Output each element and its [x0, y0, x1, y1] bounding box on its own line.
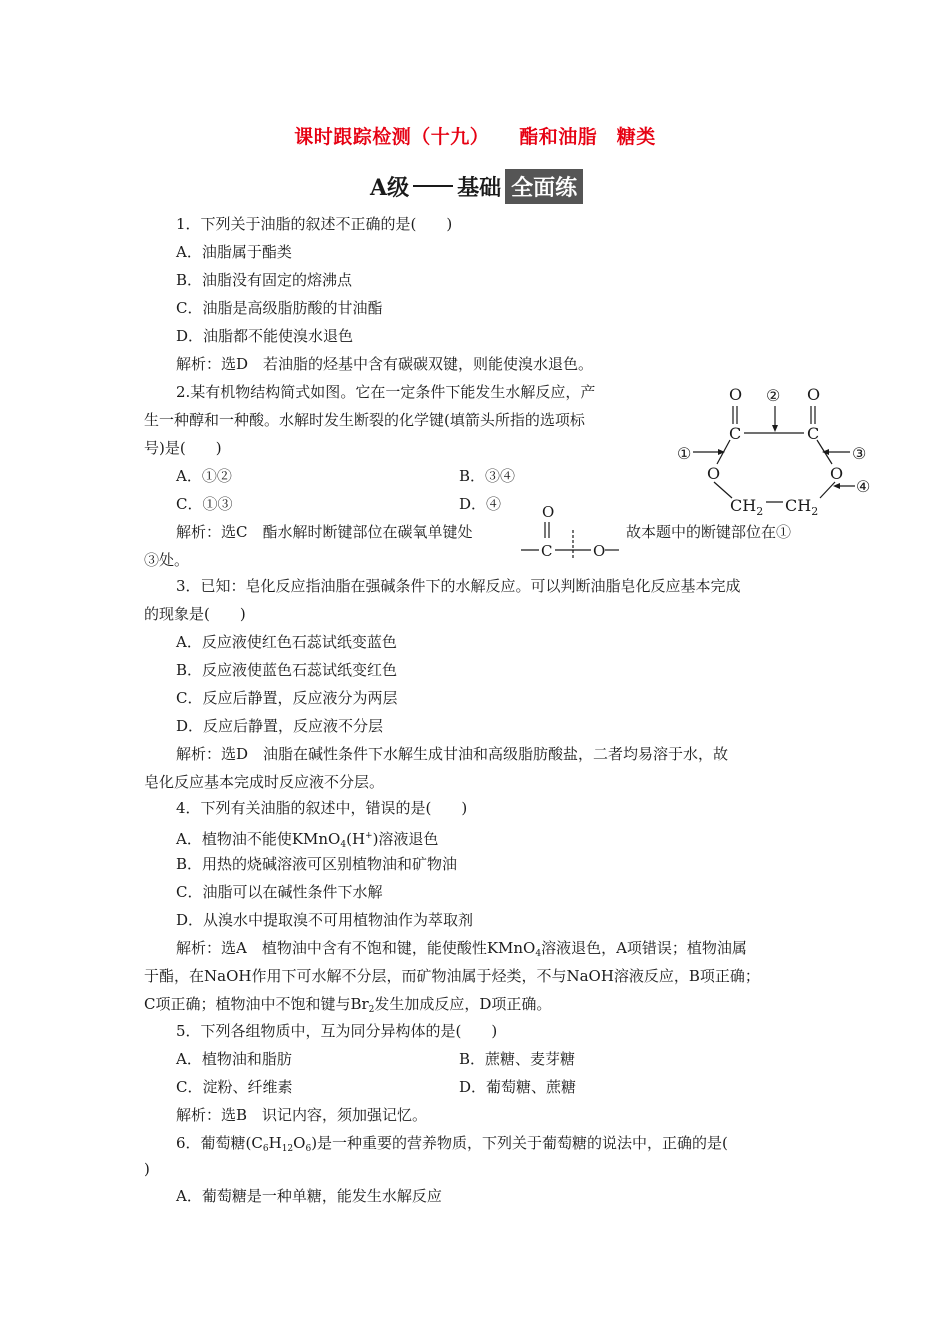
q4-analysis-line3: C项正确；植物油中不饱和键与$Br_2$发生加成反应，D项正确。: [144, 995, 552, 1015]
q2-analysis-line2: ③处。: [144, 551, 190, 569]
q5-option-b: B．蔗糖、麦芽糖: [459, 1050, 576, 1068]
q5-analysis: 解析：选B 识记内容，须加强记忆。: [176, 1106, 428, 1124]
q5-option-c: C．淀粉、纤维素: [176, 1078, 293, 1096]
level-middle: 基础: [457, 174, 502, 201]
ether-oxygen-right: O: [830, 464, 844, 483]
page-title: [0, 122, 950, 149]
title-sub: 酯和油脂 糖类: [519, 126, 656, 148]
q2-stem-line1: 2.某有机物结构简式如图。它在一定条件下能发生水解反应，产: [176, 383, 596, 401]
marker-1: ①: [677, 444, 692, 463]
q3-option-c: C．反应后静置，反应液分为两层: [176, 689, 398, 707]
marker-2: ②: [766, 386, 781, 405]
q4-analysis-line2: 于酯，在NaOH作用下可水解不分层，而矿物油属于烃类，不与NaOH溶液反应，B项正确；: [144, 967, 760, 985]
level-dash: [413, 185, 453, 187]
carbon-left: C: [729, 424, 742, 443]
q3-stem-line1: 3．已知：皂化反应指油脂在强碱条件下的水解反应。可以判断油脂皂化反应基本完成: [176, 577, 741, 595]
q4-analysis-line1: 解析：选A 植物油中含有不饱和键，能使酸性KMnO$_4$溶液退色，A项错误；植物油属: [176, 939, 747, 959]
level-badge: 全面练: [505, 169, 583, 204]
q6-option-a: A．葡萄糖是一种单糖，能发生水解反应: [176, 1187, 442, 1205]
ch2-right: $CH_2$: [785, 496, 819, 518]
fragment-oxygen-top: O: [542, 503, 555, 521]
fragment-carbon: C: [541, 542, 553, 560]
q3-analysis-line2: 皂化反应基本完成时反应液不分层。: [144, 773, 385, 791]
q4-stem: 4．下列有关油脂的叙述中，错误的是( ): [176, 799, 468, 817]
q3-analysis-line1: 解析：选D 油脂在碱性条件下水解生成甘油和高级脂肪酸盐，二者均易溶于水，故: [176, 745, 729, 763]
q2-option-d: D．④: [459, 495, 502, 513]
q2-analysis-part1: 解析：选C 酯水解时断键部位在碳氧单键处: [176, 523, 473, 541]
q1-option-d: D．油脂都不能使溴水退色: [176, 327, 354, 345]
ether-oxygen-left: O: [707, 464, 721, 483]
q2-option-b: B．③④: [459, 467, 516, 485]
q1-stem: 1．下列关于油脂的叙述不正确的是( ): [176, 215, 453, 233]
carbonyl-oxygen-left: O: [729, 385, 743, 404]
section-level-heading: [370, 168, 583, 204]
ester-bond-fragment-diagram: [515, 502, 623, 560]
q6-stem-line2: ): [144, 1160, 150, 1178]
level-prefix: A级: [370, 174, 410, 201]
carbon-right: C: [807, 424, 820, 443]
q1-analysis: 解析：选D 若油脂的烃基中含有碳碳双键，则能使溴水退色。: [176, 355, 594, 373]
q1-option-a: A．油脂属于酯类: [176, 243, 292, 261]
q2-stem-line3: 号)是( ): [144, 439, 222, 457]
q2-stem-line2: 生一种醇和一种酸。水解时发生断裂的化学键(填箭头所指的选项标: [144, 411, 585, 429]
ch2-left: $CH_2$: [730, 496, 764, 518]
q1-option-c: C．油脂是高级脂肪酸的甘油酯: [176, 299, 383, 317]
q4-option-d: D．从溴水中提取溴不可用植物油作为萃取剂: [176, 911, 474, 929]
marker-3: ③: [852, 444, 867, 463]
q1-option-b: B．油脂没有固定的熔沸点: [176, 271, 353, 289]
q3-stem-line2: 的现象是( ): [144, 605, 246, 623]
carbonyl-oxygen-right: O: [807, 385, 821, 404]
q4-option-a: A．植物油不能使KMnO$_4$(H+)溶液退色: [176, 830, 439, 850]
q2-analysis-part2: 故本题中的断键部位在①: [626, 523, 792, 541]
q5-stem: 5．下列各组物质中，互为同分异构体的是( ): [176, 1022, 498, 1040]
q2-option-c: C．①③: [176, 495, 233, 513]
q2-option-a: A．①②: [176, 467, 232, 485]
q3-option-b: B．反应液使蓝色石蕊试纸变红色: [176, 661, 398, 679]
q3-option-a: A．反应液使红色石蕊试纸变蓝色: [176, 633, 397, 651]
q5-option-d: D．葡萄糖、蔗糖: [459, 1078, 577, 1096]
ester-ring-structure-diagram: [670, 382, 890, 518]
title-main: 课时跟踪检测（十九）: [294, 126, 490, 148]
q4-option-b: B．用热的烧碱溶液可区别植物油和矿物油: [176, 855, 458, 873]
q5-option-a: A．植物油和脂肪: [176, 1050, 292, 1068]
fragment-oxygen: O: [593, 542, 606, 560]
q6-stem-line1: 6．葡萄糖$(C_6H_{12}O_6)$是一种重要的营养物质，下列关于葡萄糖的说法中，正确的是(: [176, 1134, 728, 1154]
marker-4: ④: [856, 477, 871, 496]
q3-option-d: D．反应后静置，反应液不分层: [176, 717, 384, 735]
q4-option-c: C．油脂可以在碱性条件下水解: [176, 883, 383, 901]
